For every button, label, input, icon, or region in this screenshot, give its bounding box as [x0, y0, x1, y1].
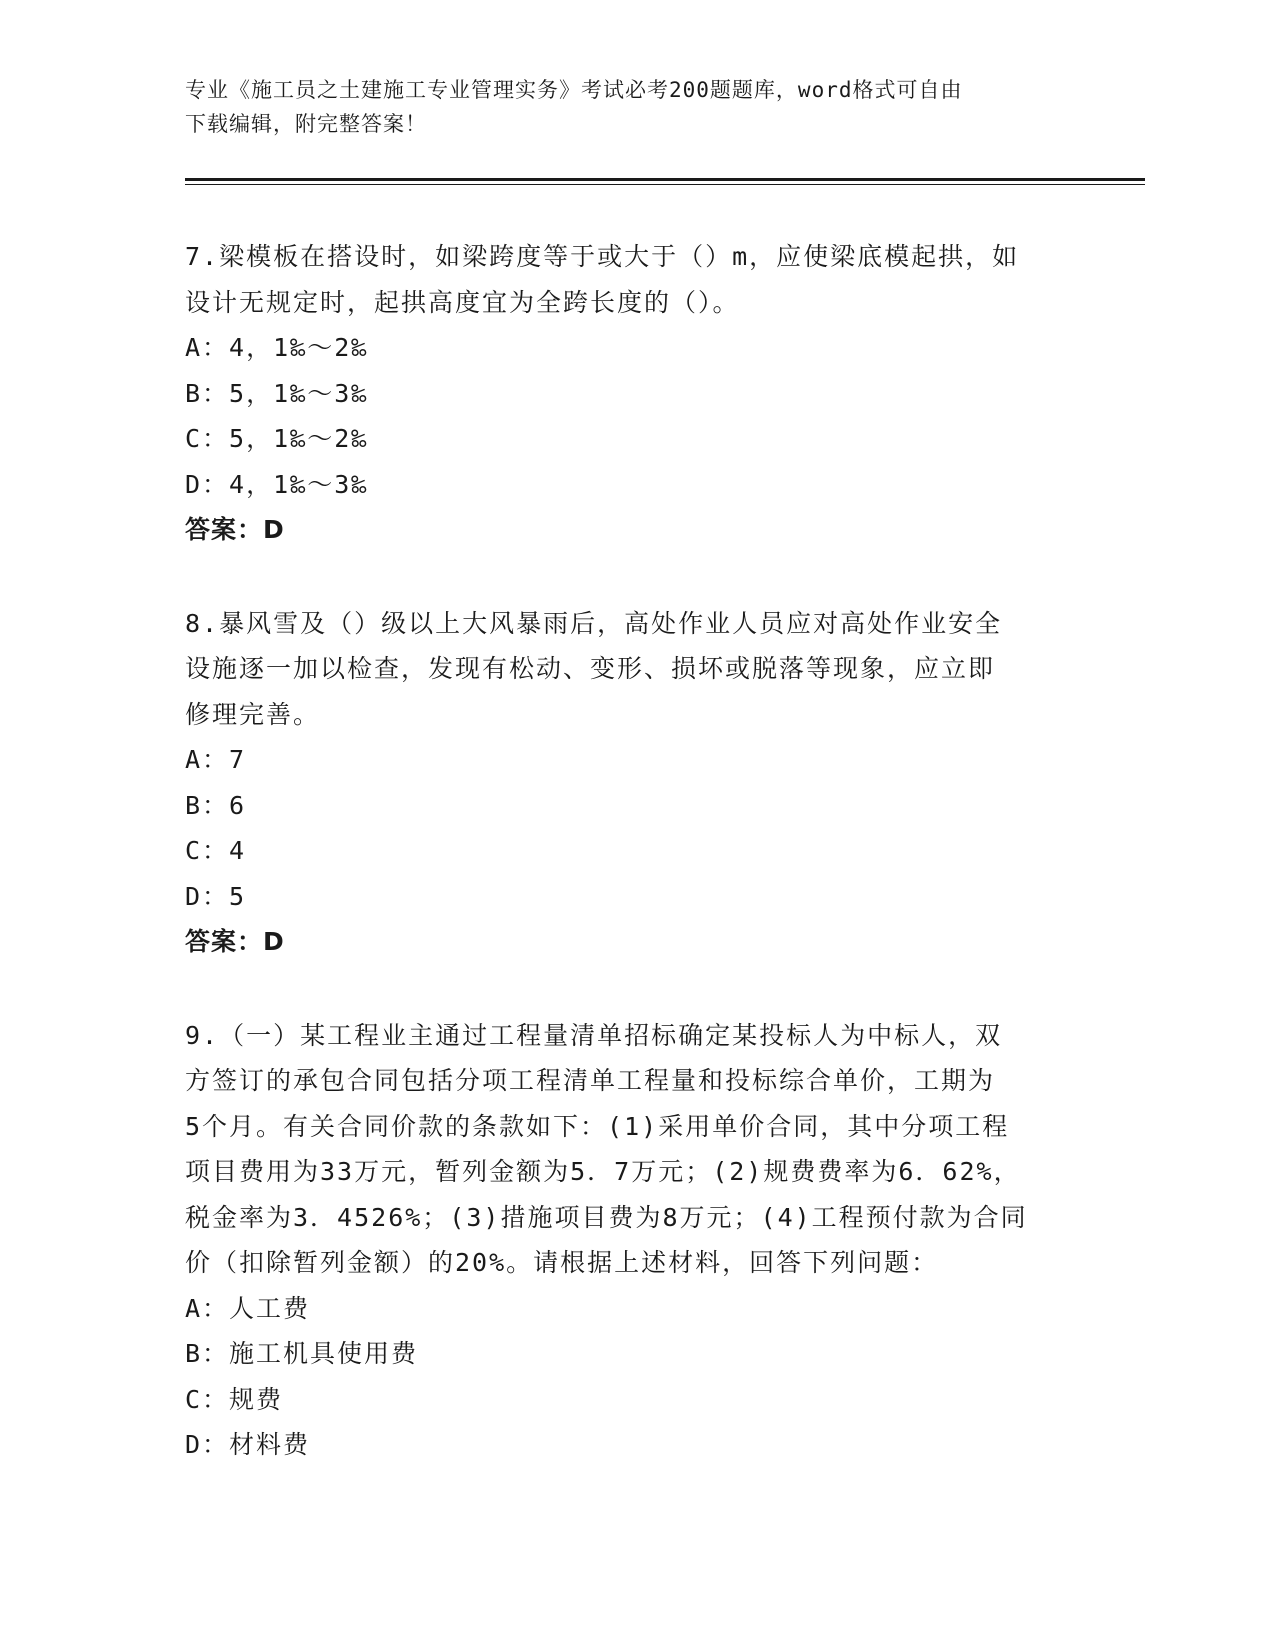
stem-line: 价（扣除暂列金额）的20%。请根据上述材料，回答下列问题： [185, 1248, 939, 1277]
option-a: A：7 [185, 745, 247, 774]
question-stem [185, 234, 1075, 325]
stem-line: 设计无规定时，起拱高度宜为全跨长度的（）。 [185, 287, 740, 317]
header-divider-thin [185, 184, 1145, 185]
question-8 [185, 601, 1075, 965]
question-stem [185, 1013, 1075, 1286]
stem-line: 税金率为3．4526%；(3)措施项目费为8万元；(4)工程预付款为合同 [185, 1202, 1028, 1232]
option-c: C：5，1‰～2‰ [185, 424, 369, 453]
stem-line: 修理完善。 [185, 699, 321, 729]
question-list [185, 234, 1075, 1516]
option-b: B：6 [185, 790, 247, 820]
option-c: C：规费 [185, 1384, 284, 1414]
answer-line: 答案：D [185, 927, 285, 956]
option-a: A：4，1‰～2‰ [185, 333, 369, 362]
question-7 [185, 234, 1075, 553]
stem-line: 7.梁模板在搭设时，如梁跨度等于或大于（）m，应使梁底模起拱，如 [185, 242, 1020, 271]
document-header [185, 73, 1065, 141]
option-c: C：4 [185, 836, 247, 865]
option-d: D：材料费 [185, 1430, 311, 1459]
stem-line: 项目费用为33万元，暂列金额为5．7万元；(2)规费费率为6．62%， [185, 1157, 1021, 1186]
header-divider-thick [185, 178, 1145, 181]
option-b: B：施工机具使用费 [185, 1339, 419, 1368]
option-a: A：人工费 [185, 1293, 311, 1323]
stem-line: 5个月。有关合同价款的条款如下：(1)采用单价合同，其中分项工程 [185, 1111, 1010, 1141]
question-stem [185, 601, 1075, 738]
stem-line: 方签订的承包合同包括分项工程清单工程量和投标综合单价，工期为 [185, 1066, 996, 1095]
stem-line: 9.（一）某工程业主通过工程量清单招标确定某投标人为中标人，双 [185, 1020, 1003, 1050]
question-9 [185, 1013, 1075, 1468]
option-b: B：5，1‰～3‰ [185, 378, 369, 408]
header-line: 专业《施工员之土建施工专业管理实务》考试必考200题题库，word格式可自由 [185, 78, 963, 102]
stem-line: 设施逐一加以检查，发现有松动、变形、损坏或脱落等现象，应立即 [185, 654, 996, 683]
option-d: D：5 [185, 881, 247, 911]
answer-line: 答案：D [185, 515, 285, 544]
stem-line: 8.暴风雪及（）级以上大风暴雨后，高处作业人员应对高处作业安全 [185, 608, 1003, 638]
header-line: 下载编辑，附完整答案！ [185, 112, 427, 136]
option-d: D：4，1‰～3‰ [185, 469, 369, 499]
